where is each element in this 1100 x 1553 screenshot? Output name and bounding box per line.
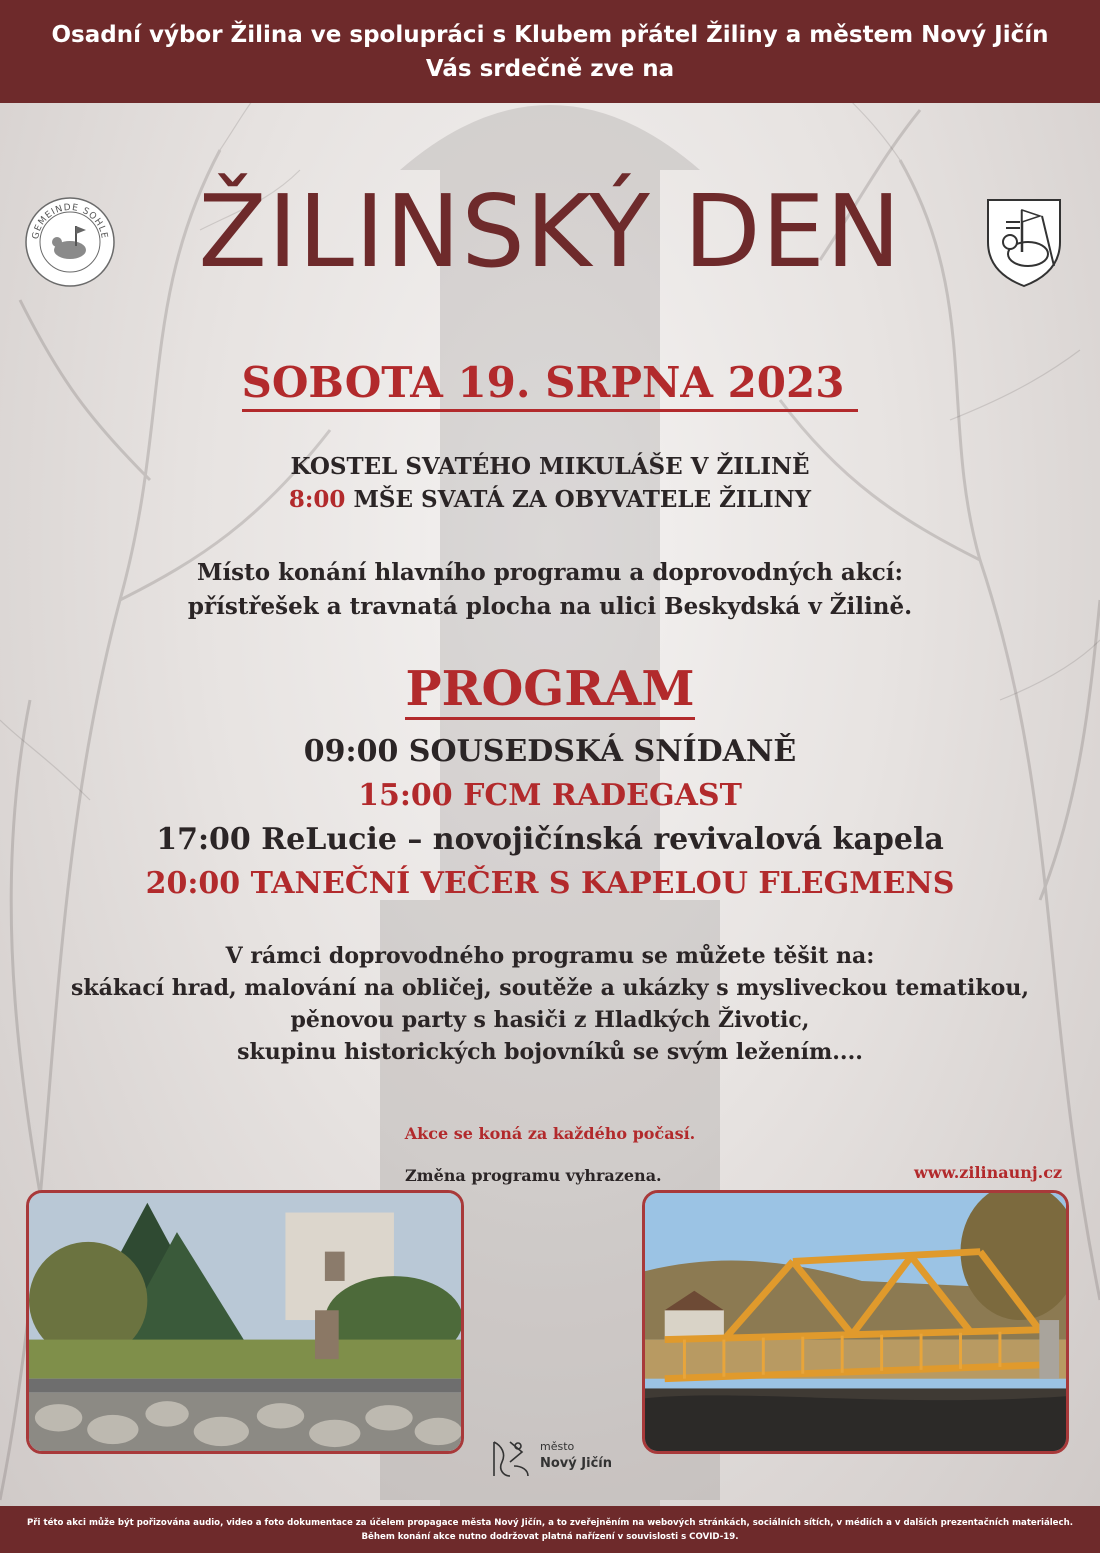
program-item: 15:00 FCM RADEGAST — [358, 778, 742, 813]
website-link[interactable]: www.zilinaunj.cz — [914, 1163, 1063, 1182]
city-logo-label-1: město — [540, 1440, 575, 1453]
program-heading — [0, 660, 1100, 718]
footer-line-1: Při této akci může být pořizována audio, video a foto dokumentace za účelem propagace města Nový Jičín, a to zveřejněním na webových stránkách, sociálních sítích, v médiích a v dalších prezentačních materiálech. — [26, 1518, 1073, 1528]
header-banner — [0, 0, 1100, 103]
church-name: KOSTEL SVATÉHO MIKULÁŠE V ŽILINĚ — [290, 453, 810, 480]
program-heading-text: PROGRAM — [405, 661, 694, 720]
church-mass-info — [0, 450, 1100, 516]
mass-line — [0, 483, 1100, 516]
program-item: 09:00 SOUSEDSKÁ SNÍDANĚ — [303, 734, 797, 769]
program-list — [0, 730, 1100, 906]
city-logo-label-2: Nový Jičín — [540, 1456, 612, 1471]
bridge-photo — [642, 1190, 1069, 1454]
seal-text: GEMEINDE SOHLE — [30, 202, 109, 241]
park-photo-image — [29, 1193, 461, 1451]
change-note: Změna programu vyhrazena. — [405, 1166, 662, 1185]
venue-line-2: přístřešek a travnatá plocha na ulici Beskydská v Žilině. — [187, 593, 913, 620]
venue-info — [0, 556, 1100, 624]
accompanying-intro: V rámci doprovodného programu se můžete těšit na: — [225, 943, 875, 969]
program-item: 17:00 ReLucie – novojičínská revivalová kapela — [156, 822, 944, 857]
footer-line-2: Během konání akce nutno dodržovat platná nařízení v souvislosti s COVID-19. — [361, 1532, 739, 1542]
accompanying-program — [0, 940, 1100, 1068]
event-date-text: SOBOTA 19. SRPNA 2023 — [242, 358, 859, 412]
mass-time: 8:00 — [288, 486, 346, 513]
city-logo — [488, 1436, 618, 1486]
program-item: 20:00 TANEČNÍ VEČER S KAPELOU FLEGMENS — [145, 866, 955, 901]
bridge-photo-image — [645, 1193, 1066, 1451]
event-date — [0, 358, 1100, 408]
footer-banner — [0, 1506, 1100, 1553]
venue-line-1: Místo konání hlavního programu a doprovodných akcí: — [196, 559, 903, 586]
accompanying-line-3: skupinu historických bojovníků se svým ležením.... — [237, 1039, 863, 1065]
mass-title: MŠE SVATÁ ZA OBYVATELE ŽILINY — [353, 486, 812, 513]
novy-jicin-logo-icon — [488, 1436, 534, 1482]
coat-of-arms-icon — [984, 196, 1064, 288]
header-line-1: Osadní výbor Žilina ve spolupráci s Klubem přátel Žiliny a městem Nový Jičín — [51, 22, 1049, 48]
accompanying-line-2: pěnovou party s hasiči z Hladkých Životic, — [290, 1007, 810, 1033]
accompanying-line-1: skákací hrad, malování na obličej, soutěže a ukázky s mysliveckou tematikou, — [71, 975, 1029, 1001]
weather-note: Akce se koná za každého počasí. — [404, 1124, 696, 1143]
event-title: ŽILINSKÝ DEN — [198, 173, 902, 290]
header-line-2: Vás srdečně zve na — [425, 56, 675, 82]
park-photo — [26, 1190, 464, 1454]
